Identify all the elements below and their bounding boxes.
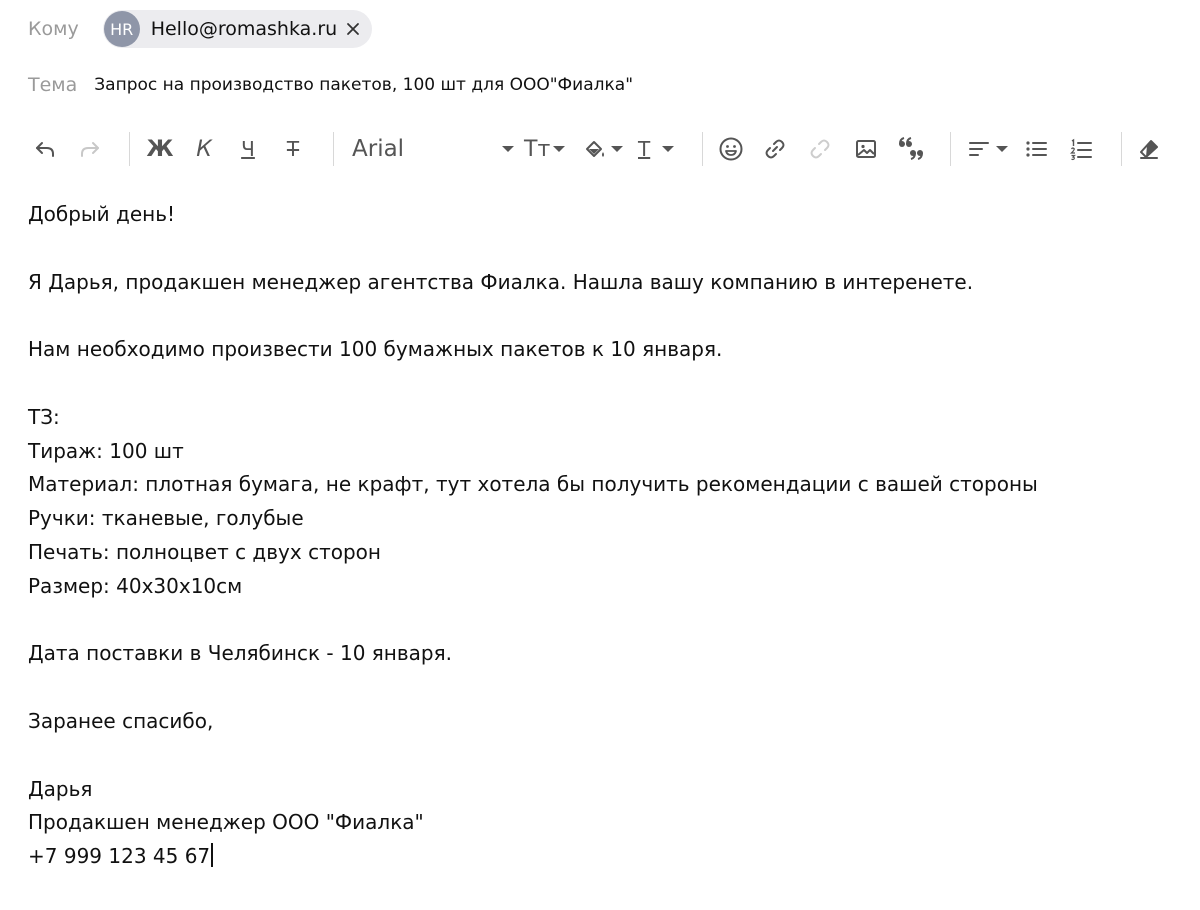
body-line — [28, 299, 1178, 333]
body-line — [28, 604, 1178, 638]
to-label: Кому — [28, 18, 79, 40]
body-line — [28, 232, 1178, 266]
bulleted-list-icon[interactable] — [1021, 126, 1051, 172]
font-size-icon: Тт — [524, 136, 551, 162]
subject-row — [28, 70, 633, 100]
formatting-toolbar — [0, 126, 1200, 172]
body-line — [28, 739, 1178, 773]
strikethrough-button[interactable]: Т — [286, 137, 300, 161]
text-cursor — [211, 843, 213, 867]
body-line: Продакшен менеджер ООО "Фиалка" — [28, 810, 424, 835]
chevron-down-icon — [662, 146, 674, 152]
toolbar-divider — [129, 132, 130, 166]
font-family-select[interactable] — [352, 126, 514, 172]
body-line: Я Дарья, продакшен менеджер агентства Фиалка. Нашла вашу компанию в интеренете. — [28, 269, 974, 294]
chevron-down-icon — [502, 146, 514, 152]
recipient-email: Hello@romashka.ru — [150, 18, 338, 40]
body-line: +7 999 123 45 67 — [28, 844, 211, 869]
undo-icon[interactable] — [30, 126, 60, 172]
toolbar-divider — [702, 132, 703, 166]
toolbar-divider — [1121, 132, 1122, 166]
body-line: ТЗ: — [28, 404, 60, 429]
clear-format-icon[interactable] — [1134, 126, 1164, 172]
insert-image-icon[interactable] — [851, 126, 881, 172]
recipient-chip[interactable] — [103, 10, 372, 48]
redo-icon[interactable] — [75, 126, 105, 172]
body-line: Заранее спасибо, — [28, 708, 214, 733]
body-line: Материал: плотная бумага, не крафт, тут хотела бы получить рекомендации с вашей стороны — [28, 472, 1038, 497]
subject-input[interactable]: Запрос на производство пакетов, 100 шт для ООО"Фиалка" — [94, 75, 634, 95]
avatar: HR — [104, 11, 140, 47]
italic-button[interactable]: К — [196, 136, 212, 162]
chevron-down-icon — [996, 146, 1008, 152]
text-color-button[interactable] — [638, 126, 682, 172]
to-row — [28, 10, 372, 48]
paint-bucket-icon — [583, 137, 607, 161]
body-line: Нам необходимо произвести 100 бумажных пакетов к 10 января. — [28, 337, 723, 362]
body-line: Дарья — [28, 776, 93, 801]
remove-recipient-icon[interactable] — [346, 22, 360, 36]
body-line: Тираж: 100 шт — [28, 438, 184, 463]
chevron-down-icon — [611, 146, 623, 152]
body-line — [28, 671, 1178, 705]
bold-button[interactable]: Ж — [146, 136, 174, 162]
body-line: Размер: 40х30х10см — [28, 573, 243, 598]
toolbar-divider — [333, 132, 334, 166]
message-body-editor[interactable] — [28, 198, 1178, 874]
quote-icon[interactable] — [893, 126, 929, 172]
align-button[interactable] — [968, 126, 1010, 172]
font-family-value: Arial — [352, 136, 405, 162]
fill-color-button[interactable] — [583, 126, 625, 172]
link-icon[interactable] — [760, 126, 790, 172]
numbered-list-icon[interactable] — [1066, 126, 1096, 172]
subject-label: Тема — [28, 74, 78, 96]
chevron-down-icon — [553, 146, 565, 152]
body-line: Ручки: тканевые, голубые — [28, 506, 304, 531]
body-line: Печать: полноцвет с двух сторон — [28, 539, 381, 564]
body-line: Дата поставки в Челябинск - 10 января. — [28, 641, 453, 666]
body-line-last — [28, 840, 1178, 874]
unlink-icon[interactable] — [805, 126, 835, 172]
underline-button[interactable]: Ч — [241, 137, 255, 161]
text-color-icon: T — [638, 137, 651, 161]
font-size-button[interactable] — [524, 126, 570, 172]
emoji-icon[interactable] — [716, 126, 746, 172]
align-left-icon — [968, 138, 990, 160]
body-line: Добрый день! — [28, 202, 176, 226]
toolbar-divider — [950, 132, 951, 166]
body-line — [28, 367, 1178, 401]
